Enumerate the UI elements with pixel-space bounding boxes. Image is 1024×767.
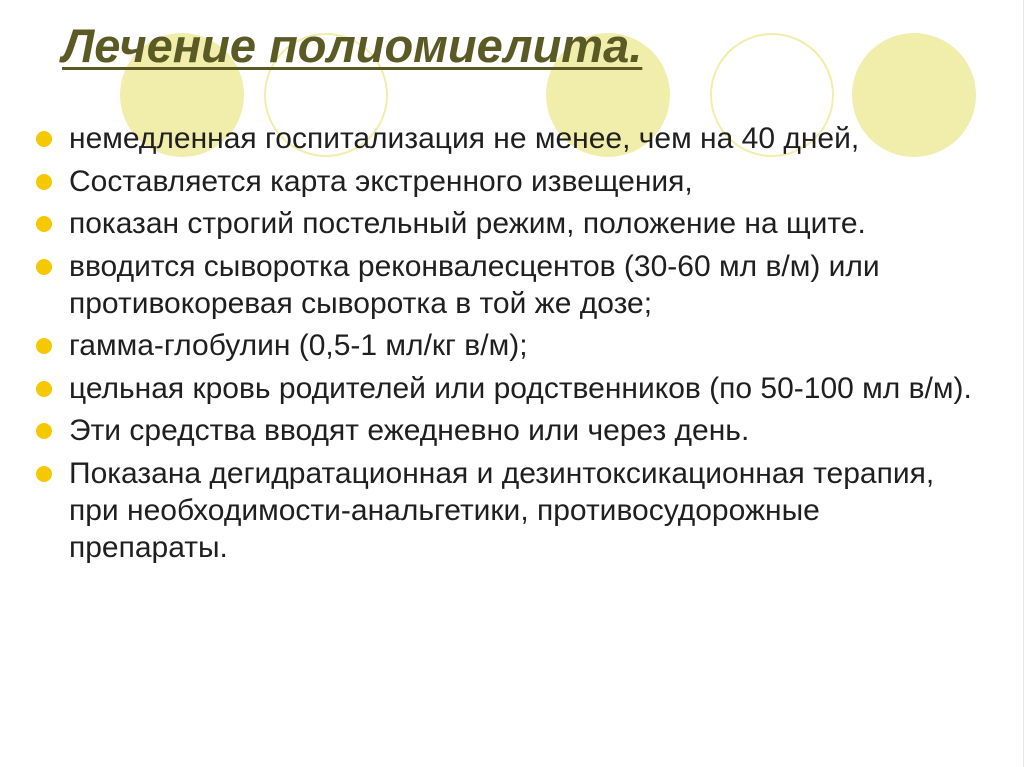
bullet-dot-icon bbox=[36, 466, 52, 482]
bullet-dot-icon bbox=[36, 216, 52, 232]
bullet-text: Составляется карта экстренного извещения, bbox=[69, 164, 693, 198]
bullet-item bbox=[34, 163, 974, 200]
bullet-item bbox=[34, 412, 974, 449]
bullet-dot-icon bbox=[36, 131, 52, 147]
bullet-item bbox=[34, 248, 974, 322]
bullet-item bbox=[34, 370, 974, 407]
bullet-dot-icon bbox=[36, 174, 52, 190]
bullet-text: Показана дегидратационная и дезинтоксикационная терапия, при необходимости-анальгетики, противосудорожные препараты. bbox=[69, 456, 935, 564]
bullet-dot-icon bbox=[36, 259, 52, 275]
slide-title: Лечение полиомиелита. bbox=[62, 19, 643, 72]
bullet-text: вводится сыворотка реконвалесцентов (30-60 мл в/м) или противокоревая сыворотка в той же дозе; bbox=[69, 249, 880, 320]
bullet-text: цельная кровь родителей или родственников (по 50-100 мл в/м). bbox=[69, 371, 972, 405]
bullet-text: гамма-глобулин (0,5-1 мл/кг в/м); bbox=[69, 329, 528, 362]
bullet-item bbox=[34, 120, 974, 157]
bullet-dot-icon bbox=[36, 423, 52, 439]
bullet-text: немедленная госпитализация не менее, чем на 40 дней, bbox=[69, 122, 860, 155]
bullet-text: Эти средства вводят ежедневно или через день. bbox=[69, 414, 750, 447]
bullet-list bbox=[34, 120, 974, 571]
bullet-item bbox=[34, 455, 974, 566]
bullet-dot-icon bbox=[36, 338, 52, 354]
bullet-item bbox=[34, 327, 974, 364]
bullet-dot-icon bbox=[36, 381, 52, 397]
bullet-text: показан строгий постельный режим, положение на щите. bbox=[69, 207, 866, 240]
bullet-item bbox=[34, 205, 974, 242]
